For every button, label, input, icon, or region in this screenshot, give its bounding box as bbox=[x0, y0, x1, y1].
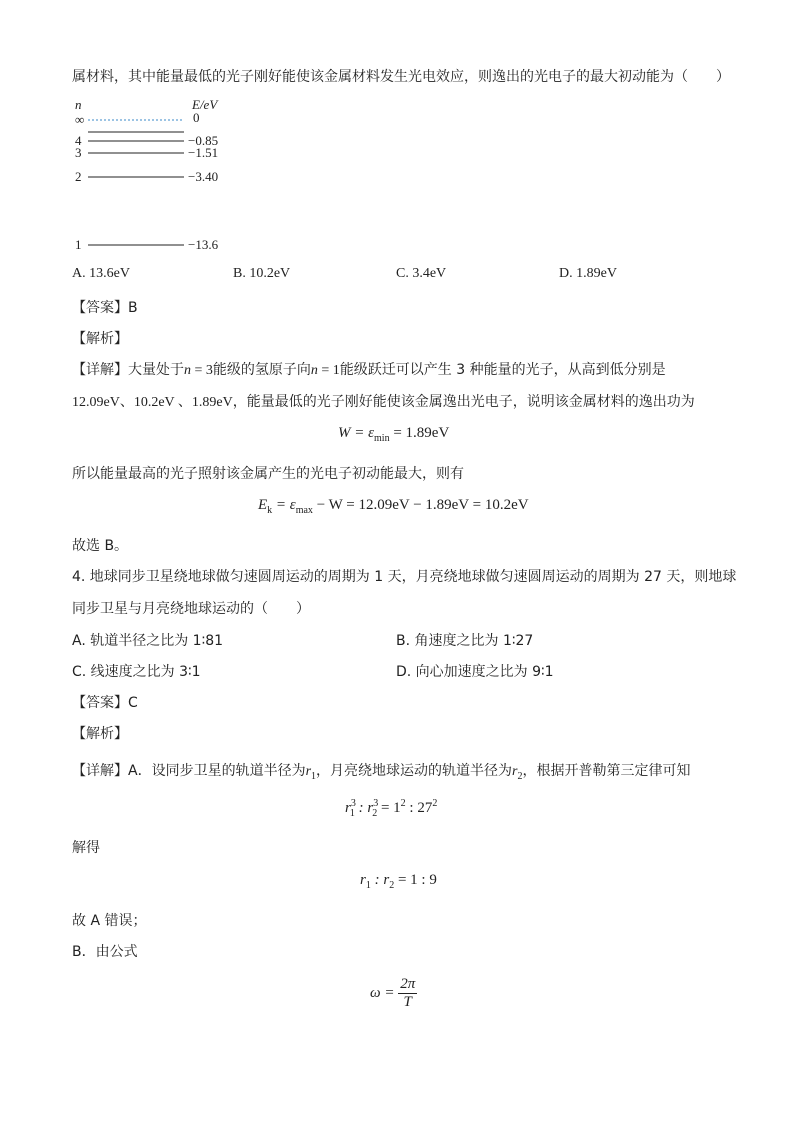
q4-stem-line2: 同步卫星与月亮绕地球运动的（ ） bbox=[72, 601, 310, 617]
level-n-4: 4 bbox=[75, 133, 82, 148]
level-n-inf: ∞ bbox=[75, 112, 85, 127]
level-n-2: 2 bbox=[75, 169, 82, 184]
q4-answer: 【答案】C bbox=[72, 695, 138, 711]
q3-equation-work-function: $W = \varepsilon_{min} = 1.89eV$ bbox=[338, 425, 450, 444]
level-e-3: −1.51 bbox=[188, 145, 219, 160]
q4-option-a-conclusion: 故 A 错误； bbox=[72, 913, 147, 929]
energy-level-diagram bbox=[60, 95, 280, 260]
level-e-2: −3.40 bbox=[188, 169, 219, 184]
q3-detail-line2: 12.09eV、10.2eV 、1.89eV，能量最低的光子刚好能使该金属逸出光电子，说明该金属材料的逸出功为 bbox=[72, 394, 695, 410]
q4-equation-omega: ω = $\frac{2\pi}{T}$ bbox=[370, 976, 416, 1010]
q3-option-d: D. 1.89eV bbox=[559, 266, 617, 281]
q4-equation-kepler: $r^3_1$ : $r^3_2 = 1^2$ : $27^2$ bbox=[345, 798, 438, 819]
q3-detail-line1: 【详解】大量处于n = 3能级的氢原子向n = 1能级跃迁可以产生 3 种能量的光子，从高到低分别是 bbox=[72, 362, 666, 378]
q3-conclusion: 故选 B。 bbox=[72, 538, 129, 554]
q4-option-a: A. 轨道半径之比为 1∶81 bbox=[72, 633, 224, 649]
q4-option-c: C. 线速度之比为 3∶1 bbox=[72, 664, 201, 680]
q3-option-a: A. 13.6eV bbox=[72, 266, 130, 281]
q4-option-b: B. 角速度之比为 1∶27 bbox=[396, 633, 534, 649]
q4-detail-line1: 【详解】A．设同步卫星的轨道半径为$r_1$，月亮绕地球运动的轨道半径为$r_2$，根据开普勒第三定律可知 bbox=[72, 763, 691, 782]
q3-answer: 【答案】B bbox=[72, 300, 138, 316]
q4-analysis-heading: 【解析】 bbox=[72, 726, 128, 742]
level-e-4: −0.85 bbox=[188, 133, 219, 148]
q3-option-c: C. 3.4eV bbox=[396, 266, 447, 281]
diagram-e-label: E/eV bbox=[192, 97, 218, 112]
q3-equation-kinetic-energy: $E_k = \varepsilon_{max} - W = 12.09eV - 1.89eV = 10.2eV$ bbox=[258, 497, 529, 516]
level-e-inf: 0 bbox=[193, 110, 200, 125]
q4-stem-line1: 4. 地球同步卫星绕地球做匀速圆周运动的周期为 1 天，月亮绕地球做匀速圆周运动的周期为 27 天，则地球 bbox=[72, 569, 737, 585]
diagram-n-label: n bbox=[75, 97, 82, 112]
q4-equation-radius-ratio: $r_1$ : $r_2 = 1$ : 9 bbox=[360, 872, 437, 891]
level-e-1: −13.6 bbox=[188, 237, 219, 252]
q4-option-b-formula-label: B．由公式 bbox=[72, 944, 138, 960]
q4-option-d: D. 向心加速度之比为 9∶1 bbox=[396, 664, 554, 680]
q3-option-b: B. 10.2eV bbox=[233, 266, 291, 281]
q4-solve-label: 解得 bbox=[72, 840, 100, 856]
level-n-1: 1 bbox=[75, 237, 82, 252]
q3-analysis-heading: 【解析】 bbox=[72, 331, 128, 347]
level-n-3: 3 bbox=[75, 145, 82, 160]
q3-detail-line3: 所以能量最高的光子照射该金属产生的光电子初动能最大，则有 bbox=[72, 466, 464, 482]
q3-stem-tail: 属材料，其中能量最低的光子刚好能使该金属材料发生光电效应，则逸出的光电子的最大初动能为（ ） bbox=[72, 69, 730, 85]
